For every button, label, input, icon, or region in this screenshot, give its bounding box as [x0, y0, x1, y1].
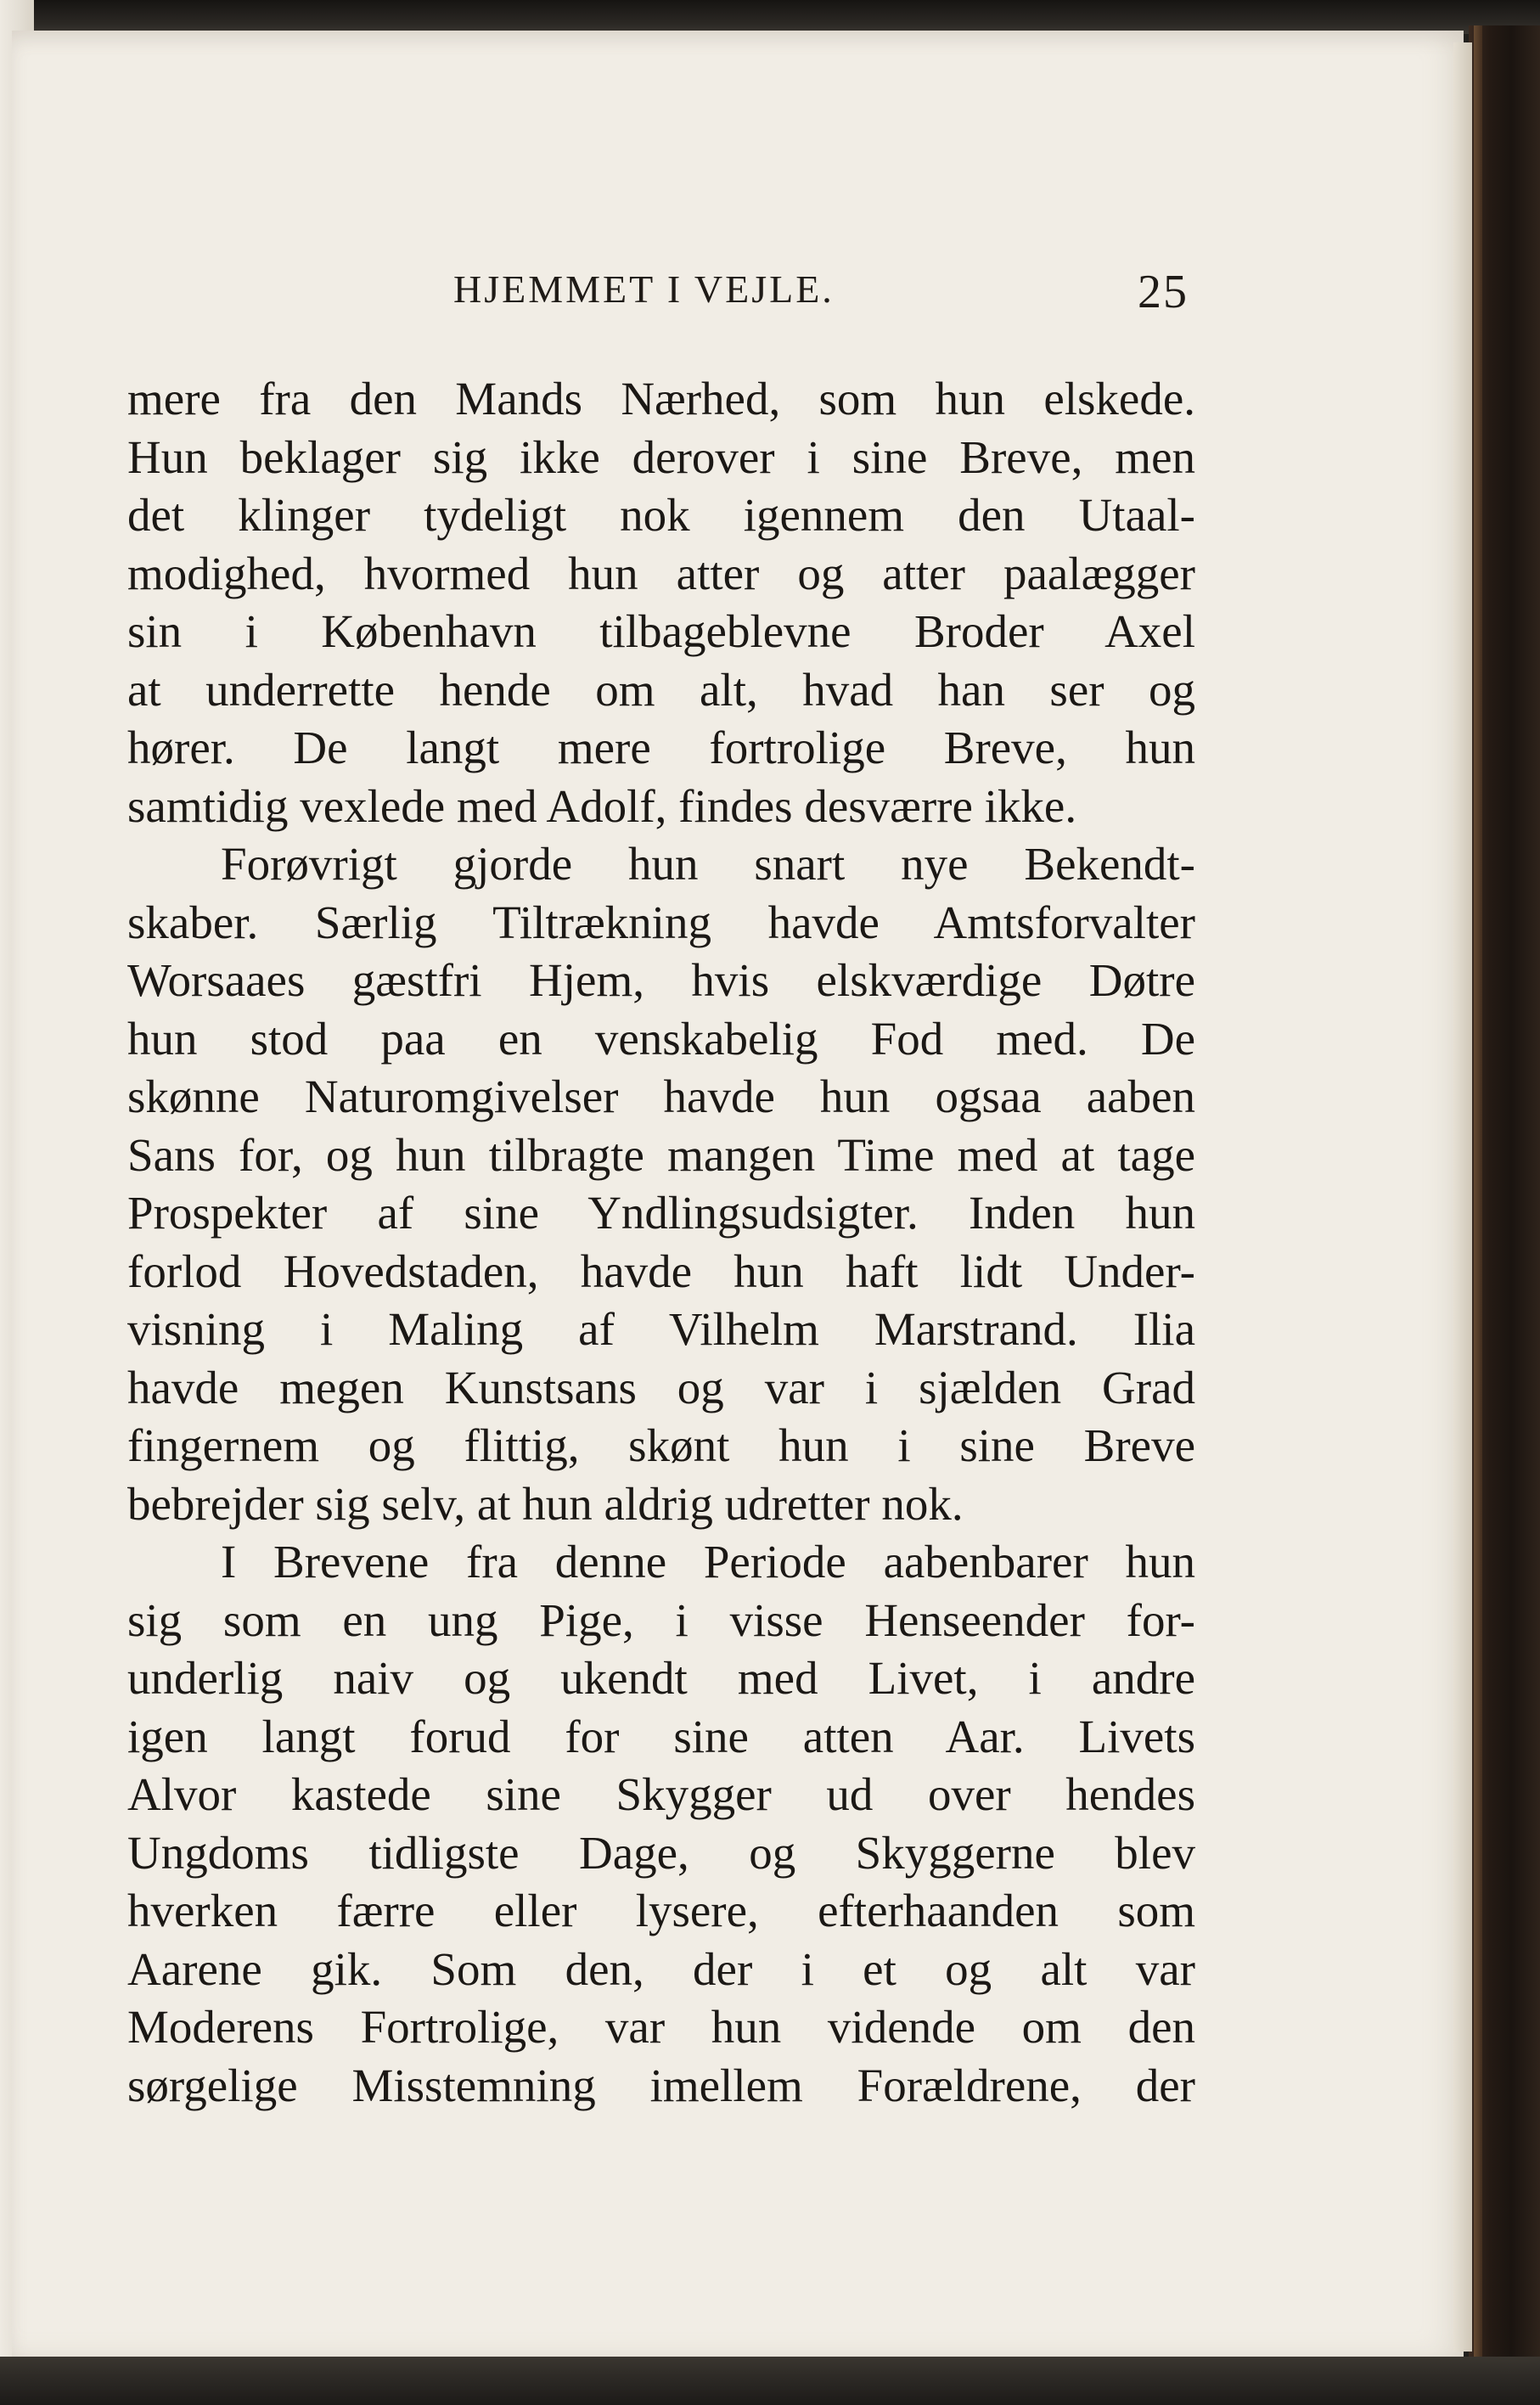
text-line: at underrette hende om alt, hvad han ser og	[127, 663, 1195, 716]
text-line: samtidig vexlede med Adolf, findes desværre ikke.	[127, 779, 1077, 832]
text-line: forlod Hovedstaden, havde hun haft lidt Under-	[127, 1245, 1195, 1297]
scan-bottom-edge	[0, 2357, 1540, 2405]
text-line: Hun beklager sig ikke derover i sine Breve, men	[127, 430, 1195, 483]
text-line: fingernem og flittig, skønt hun i sine Breve	[127, 1419, 1195, 1471]
text-line: skønne Naturomgivelser havde hun ogsaa aaben	[127, 1070, 1195, 1122]
text-line: Sans for, og hun tilbragte mangen Time med at tage	[127, 1128, 1195, 1181]
text-line: sig som en ung Pige, i visse Henseender for-	[127, 1593, 1195, 1646]
text-line: Prospekter af sine Yndlingsudsigter. Inden hun	[127, 1187, 1195, 1239]
book-binding	[1469, 25, 1540, 2402]
text-line: hun stod paa en venskabelig Fod med. De	[127, 1012, 1195, 1065]
body-text	[127, 370, 1195, 2115]
text-line: hører. De langt mere fortrolige Breve, hun	[127, 722, 1195, 773]
text-line: det klinger tydeligt nok igennem den Utaal-	[127, 489, 1195, 541]
text-line: visning i Maling af Vilhelm Marstrand. Ilia	[127, 1303, 1195, 1355]
page-number: 25	[1138, 266, 1189, 318]
text-line: hverken færre eller lysere, efterhaanden som	[127, 1885, 1195, 1936]
text-line: Worsaaes gæstfri Hjem, hvis elskværdige Døtre	[127, 954, 1195, 1006]
text-line: havde megen Kunstsans og var i sjælden Grad	[127, 1361, 1195, 1413]
page-right-edge	[1453, 42, 1472, 2352]
text-line: I Brevene fra denne Periode aabenbarer hun	[221, 1536, 1195, 1587]
text-line: Forøvrigt gjorde hun snart nye Bekendt-	[221, 838, 1195, 890]
text-line: Ungdoms tidligste Dage, og Skyggerne blev	[127, 1826, 1195, 1879]
text-line: Alvor kastede sine Skygger ud over hendes	[127, 1768, 1195, 1820]
text-line: Aarene gik. Som den, der i et og alt var	[127, 1942, 1195, 1995]
text-line: skaber. Særlig Tiltrækning havde Amtsforvalter	[127, 896, 1195, 948]
running-title: HJEMMET I VEJLE.	[453, 267, 835, 311]
scan-top-edge	[0, 0, 1540, 34]
text-line: mere fra den Mands Nærhed, som hun elskede.	[127, 373, 1195, 424]
text-line: sørgelige Misstemning imellem Forældrene, der	[127, 2059, 1195, 2111]
text-line: bebrejder sig selv, at hun aldrig udretter nok.	[127, 1477, 964, 1530]
text-line: underlig naiv og ukendt med Livet, i andre	[127, 1652, 1195, 1704]
text-line: Moderens Fortrolige, var hun vidende om den	[127, 2001, 1195, 2053]
text-line: modighed, hvormed hun atter og atter paalægger	[127, 547, 1195, 599]
text-line: igen langt forud for sine atten Aar. Livets	[127, 1710, 1195, 1762]
page-header	[12, 267, 1464, 326]
page-paper	[12, 31, 1464, 2357]
text-line: sin i København tilbageblevne Broder Axel	[127, 605, 1195, 657]
